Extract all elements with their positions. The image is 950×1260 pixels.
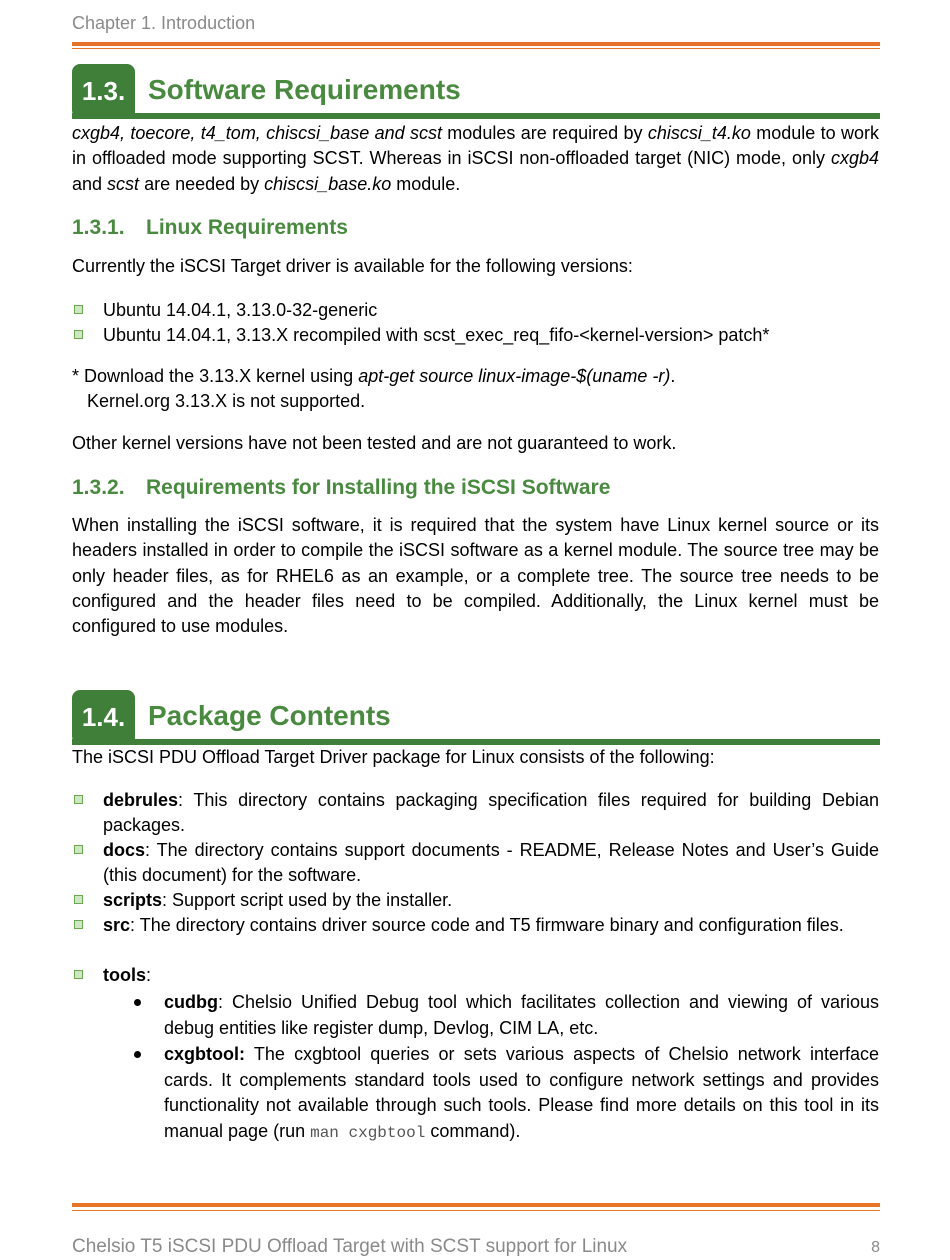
inline-code: man cxgbtool: [310, 1123, 426, 1142]
section-underline: [72, 113, 880, 119]
module-name: cxgb4: [830, 148, 879, 169]
item-term: scripts: [103, 890, 163, 910]
bullet-icon: [74, 895, 83, 904]
item-term: docs: [103, 840, 146, 860]
subsection-number: 1.3.2.: [72, 476, 125, 499]
section-underline: [72, 739, 880, 745]
bullet-icon: [74, 330, 83, 339]
footer-title: Chelsio T5 iSCSI PDU Offload Target with SCST support for Linux: [72, 1236, 628, 1257]
list-item: [103, 963, 879, 988]
paragraph: When installing the iSCSI software, it is required that the system have Linux kernel source or its headers installed in order to compile the iSCSI software as a kernel module. The source tree may be only header files, as for RHEL6 as an example, or a complete tree. The source tree needs to be configured and the header files need to be compiled. Additionally, the Linux kernel must be configured to use modules.: [72, 515, 879, 637]
subsection-heading: [72, 476, 610, 500]
text-run: modules are required by: [441, 123, 648, 143]
bullet-icon: [74, 970, 83, 979]
header-rule: [72, 42, 880, 46]
subsection-title: Linux Requirements: [146, 216, 348, 239]
sub-list-item: [164, 1042, 879, 1146]
module-name: chiscsi_base.ko: [264, 173, 392, 194]
item-desc: : The directory contains support documents - README, Release Notes and User’s Guide (this document) for the software.: [103, 840, 879, 885]
section-title: Package Contents: [148, 700, 391, 731]
item-term: cxgbtool:: [164, 1044, 245, 1064]
text-run: module.: [391, 173, 461, 194]
bullet-icon: [74, 845, 83, 854]
item-term: debrules: [103, 790, 179, 810]
text-run: .: [670, 366, 676, 386]
item-desc: : The directory contains driver source code and T5 firmware binary and configuration files.: [130, 915, 844, 935]
text-run: module to work in offloaded mode supporting SCST. Whereas in iSCSI non-offloaded target (NIC) mode, only: [72, 123, 879, 169]
header-rule-thin: [72, 48, 880, 49]
bullet-icon: [74, 920, 83, 929]
running-header: Chapter 1. Introduction: [72, 13, 256, 33]
text-run: * Download the 3.13.X kernel using: [72, 366, 359, 386]
note-line-2: Kernel.org 3.13.X is not supported.: [87, 391, 366, 411]
section-intro-paragraph: [72, 121, 879, 197]
module-name: chiscsi_t4.ko: [647, 123, 751, 143]
list-item: Ubuntu 14.04.1, 3.13.X recompiled with scst_exec_req_fifo-<kernel-version> patch*: [103, 325, 770, 345]
item-desc: : Support script used by the installer.: [162, 890, 453, 910]
item-desc: The cxgbtool queries or sets various aspects of Chelsio network interface cards. It complements standard tools used to configure network settings and provides functionality not available through such tools. Please find more details on this tool in its manual page (run: [164, 1044, 879, 1141]
sub-list-item: [164, 990, 879, 1041]
text-run: and: [72, 173, 108, 194]
item-desc: command).: [425, 1120, 521, 1141]
list-item: [103, 838, 879, 888]
subsection-heading: [72, 216, 348, 240]
paragraph: Other kernel versions have not been tested and are not guaranteed to work.: [72, 433, 677, 453]
footer-rule: [72, 1203, 880, 1207]
subsection-title: Requirements for Installing the iSCSI Software: [146, 476, 611, 499]
item-term: src: [103, 915, 131, 935]
subsection-number: 1.3.1.: [72, 216, 125, 239]
module-list: cxgb4, toecore, t4_tom, chiscsi_base and scst: [72, 123, 442, 143]
section-number-badge: 1.4.: [72, 690, 135, 744]
section-number-badge: 1.3.: [72, 64, 135, 118]
paragraph: Currently the iSCSI Target driver is available for the following versions:: [72, 256, 633, 276]
item-desc: :: [146, 965, 152, 985]
section-title: Software Requirements: [148, 74, 461, 105]
item-desc: : This directory contains packaging specification files required for building Debian packages.: [103, 790, 879, 835]
item-desc: : Chelsio Unified Debug tool which facilitates collection and viewing of various debug entities like register dump, Devlog, CIM LA, etc.: [164, 992, 879, 1038]
module-name: scst: [107, 173, 140, 194]
list-item: [103, 913, 879, 938]
command-text: apt-get source linux-image-$(uname -r): [358, 366, 671, 386]
bullet-dot-icon: [134, 1051, 141, 1058]
list-item: [103, 788, 879, 838]
footer-rule-thin: [72, 1210, 880, 1211]
text-run: are needed by: [139, 173, 265, 194]
list-item: Ubuntu 14.04.1, 3.13.0-32-generic: [103, 300, 378, 320]
item-term: tools: [103, 965, 146, 985]
page-number: 8: [871, 1239, 880, 1256]
list-item: [103, 888, 879, 913]
note-line: [72, 366, 675, 387]
bullet-dot-icon: [134, 999, 141, 1006]
bullet-icon: [74, 305, 83, 314]
paragraph: The iSCSI PDU Offload Target Driver package for Linux consists of the following:: [72, 747, 715, 767]
bullet-icon: [74, 795, 83, 804]
item-term: cudbg: [164, 992, 218, 1012]
